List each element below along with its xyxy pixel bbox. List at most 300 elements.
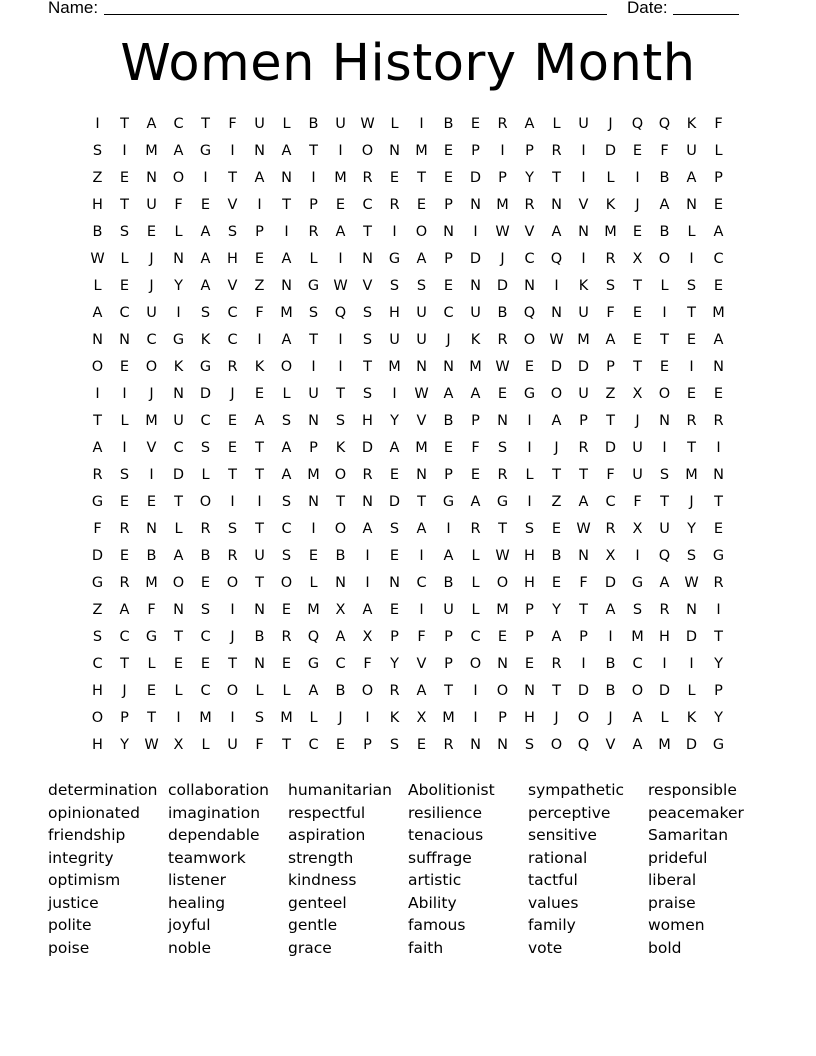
grid-letter[interactable]: I (95, 386, 100, 402)
grid-letter[interactable]: I (473, 710, 478, 726)
grid-letter[interactable]: I (176, 305, 181, 321)
grid-letter[interactable]: S (281, 548, 292, 564)
grid-letter[interactable]: C (200, 629, 211, 645)
grid-letter[interactable]: D (604, 143, 617, 159)
grid-letter[interactable]: A (416, 521, 427, 537)
grid-letter[interactable]: P (498, 170, 507, 186)
grid-letter[interactable]: C (227, 305, 238, 321)
grid-letter[interactable]: N (281, 278, 292, 294)
grid-letter[interactable]: W (576, 521, 591, 537)
grid-letter[interactable]: I (473, 683, 478, 699)
grid-letter[interactable]: B (254, 629, 265, 645)
grid-letter[interactable]: N (335, 575, 346, 591)
grid-letter[interactable]: K (335, 440, 346, 456)
grid-letter[interactable]: P (525, 602, 534, 618)
grid-letter[interactable]: J (149, 386, 154, 402)
grid-letter[interactable]: T (579, 602, 588, 618)
grid-letter[interactable]: J (554, 440, 559, 456)
grid-letter[interactable]: E (389, 467, 400, 483)
grid-letter[interactable]: R (551, 656, 562, 672)
grid-letter[interactable]: V (227, 197, 238, 213)
grid-letter[interactable]: R (119, 575, 130, 591)
grid-letter[interactable]: L (255, 683, 264, 699)
grid-letter[interactable]: M (469, 359, 482, 375)
grid-letter[interactable]: P (444, 197, 453, 213)
grid-letter[interactable]: P (606, 359, 615, 375)
grid-letter[interactable]: J (446, 332, 451, 348)
grid-letter[interactable]: V (578, 197, 589, 213)
grid-letter[interactable]: G (523, 386, 536, 402)
grid-letter[interactable]: F (147, 602, 156, 618)
grid-letter[interactable]: E (632, 143, 643, 159)
grid-letter[interactable]: T (309, 143, 318, 159)
grid-letter[interactable]: L (282, 683, 291, 699)
grid-letter[interactable]: E (497, 386, 508, 402)
grid-letter[interactable]: A (443, 386, 454, 402)
grid-letter[interactable]: U (632, 467, 643, 483)
grid-letter[interactable]: N (443, 224, 454, 240)
grid-letter[interactable]: M (577, 332, 590, 348)
grid-letter[interactable]: N (173, 251, 184, 267)
grid-letter[interactable]: Y (714, 656, 723, 672)
grid-letter[interactable]: I (662, 305, 667, 321)
grid-letter[interactable]: N (686, 197, 697, 213)
grid-letter[interactable]: I (311, 359, 316, 375)
grid-letter[interactable]: E (200, 656, 211, 672)
grid-letter[interactable]: U (443, 602, 454, 618)
grid-letter[interactable]: I (635, 170, 640, 186)
grid-letter[interactable]: K (686, 710, 697, 726)
grid-letter[interactable]: F (633, 494, 642, 510)
grid-letter[interactable]: S (92, 629, 103, 645)
grid-letter[interactable]: O (172, 170, 185, 186)
grid-letter[interactable]: I (527, 413, 532, 429)
grid-letter[interactable]: A (470, 386, 481, 402)
grid-letter[interactable]: D (199, 386, 212, 402)
grid-letter[interactable]: T (606, 413, 615, 429)
grid-letter[interactable]: R (362, 467, 373, 483)
grid-letter[interactable]: N (497, 413, 508, 429)
grid-letter[interactable]: U (578, 386, 589, 402)
grid-letter[interactable]: I (473, 224, 478, 240)
grid-letter[interactable]: O (199, 494, 212, 510)
grid-letter[interactable]: K (686, 116, 697, 132)
grid-letter[interactable]: E (281, 602, 292, 618)
grid-letter[interactable]: O (145, 359, 158, 375)
grid-letter[interactable]: H (524, 548, 535, 564)
grid-letter[interactable]: G (199, 143, 212, 159)
grid-letter[interactable]: I (527, 494, 532, 510)
grid-letter[interactable]: S (308, 305, 319, 321)
grid-letter[interactable]: N (524, 278, 535, 294)
grid-letter[interactable]: S (524, 521, 535, 537)
grid-letter[interactable]: P (714, 683, 723, 699)
grid-letter[interactable]: I (689, 359, 694, 375)
grid-letter[interactable]: Y (174, 278, 183, 294)
grid-letter[interactable]: E (686, 332, 697, 348)
grid-letter[interactable]: X (632, 386, 643, 402)
grid-letter[interactable]: Z (92, 602, 103, 618)
grid-letter[interactable]: C (713, 251, 724, 267)
grid-letter[interactable]: R (308, 224, 319, 240)
grid-letter[interactable]: M (199, 710, 212, 726)
grid-letter[interactable]: B (308, 116, 319, 132)
grid-letter[interactable]: T (714, 494, 723, 510)
grid-letter[interactable]: E (119, 548, 130, 564)
grid-letter[interactable]: N (713, 467, 724, 483)
grid-letter[interactable]: S (281, 413, 292, 429)
grid-letter[interactable]: C (281, 521, 292, 537)
grid-letter[interactable]: A (551, 224, 562, 240)
grid-letter[interactable]: U (416, 305, 427, 321)
grid-letter[interactable]: N (281, 170, 292, 186)
grid-letter[interactable]: I (257, 494, 262, 510)
grid-letter[interactable]: J (608, 116, 613, 132)
grid-letter[interactable]: N (254, 656, 265, 672)
grid-letter[interactable]: F (714, 116, 723, 132)
grid-letter[interactable]: A (92, 305, 103, 321)
grid-letter[interactable]: C (605, 494, 616, 510)
grid-letter[interactable]: P (444, 467, 453, 483)
grid-letter[interactable]: R (389, 683, 400, 699)
grid-letter[interactable]: O (496, 683, 509, 699)
grid-letter[interactable]: E (686, 386, 697, 402)
grid-letter[interactable]: W (495, 224, 510, 240)
grid-letter[interactable]: A (281, 143, 292, 159)
grid-letter[interactable]: N (92, 332, 103, 348)
grid-letter[interactable]: A (281, 467, 292, 483)
grid-letter[interactable]: I (338, 251, 343, 267)
grid-letter[interactable]: H (92, 683, 103, 699)
grid-letter[interactable]: V (362, 278, 373, 294)
grid-letter[interactable]: S (254, 710, 265, 726)
grid-letter[interactable]: U (632, 440, 643, 456)
grid-letter[interactable]: R (443, 737, 454, 753)
grid-letter[interactable]: N (659, 413, 670, 429)
grid-letter[interactable]: S (416, 278, 427, 294)
grid-letter[interactable]: G (307, 656, 320, 672)
grid-letter[interactable]: G (712, 548, 725, 564)
grid-letter[interactable]: I (392, 224, 397, 240)
grid-letter[interactable]: O (523, 332, 536, 348)
grid-letter[interactable]: E (443, 170, 454, 186)
grid-letter[interactable]: M (280, 710, 293, 726)
grid-letter[interactable]: L (282, 386, 291, 402)
name-blank-line[interactable] (104, 14, 607, 15)
grid-letter[interactable]: Y (552, 602, 561, 618)
grid-letter[interactable]: S (686, 278, 697, 294)
grid-letter[interactable]: W (90, 251, 105, 267)
grid-letter[interactable]: M (442, 710, 455, 726)
grid-letter[interactable]: A (443, 548, 454, 564)
grid-letter[interactable]: C (119, 305, 130, 321)
grid-letter[interactable]: G (388, 251, 401, 267)
grid-letter[interactable]: J (635, 413, 640, 429)
grid-letter[interactable]: V (416, 413, 427, 429)
grid-letter[interactable]: C (335, 656, 346, 672)
grid-letter[interactable]: E (443, 440, 454, 456)
grid-letter[interactable]: M (685, 467, 698, 483)
grid-letter[interactable]: H (92, 197, 103, 213)
grid-letter[interactable]: J (230, 629, 235, 645)
grid-letter[interactable]: D (577, 683, 590, 699)
grid-letter[interactable]: A (92, 440, 103, 456)
grid-letter[interactable]: Q (523, 305, 536, 321)
grid-letter[interactable]: E (146, 494, 157, 510)
grid-letter[interactable]: I (419, 116, 424, 132)
grid-letter[interactable]: H (524, 710, 535, 726)
grid-letter[interactable]: L (282, 116, 291, 132)
grid-letter[interactable]: L (174, 224, 183, 240)
grid-letter[interactable]: J (635, 197, 640, 213)
grid-letter[interactable]: I (203, 170, 208, 186)
grid-letter[interactable]: I (230, 494, 235, 510)
grid-letter[interactable]: R (119, 521, 130, 537)
grid-letter[interactable]: Z (254, 278, 265, 294)
grid-letter[interactable]: N (173, 386, 184, 402)
grid-letter[interactable]: H (659, 629, 670, 645)
grid-letter[interactable]: X (605, 548, 616, 564)
grid-letter[interactable]: A (335, 629, 346, 645)
grid-letter[interactable]: S (605, 278, 616, 294)
grid-letter[interactable]: O (226, 683, 239, 699)
grid-letter[interactable]: J (149, 251, 154, 267)
grid-letter[interactable]: M (712, 305, 725, 321)
grid-letter[interactable]: F (363, 656, 372, 672)
grid-letter[interactable]: G (712, 737, 725, 753)
grid-letter[interactable]: B (659, 224, 670, 240)
grid-letter[interactable]: R (200, 521, 211, 537)
grid-letter[interactable]: M (658, 737, 671, 753)
grid-letter[interactable]: C (632, 656, 643, 672)
grid-letter[interactable]: E (551, 521, 562, 537)
grid-letter[interactable]: I (230, 710, 235, 726)
grid-letter[interactable]: T (228, 656, 237, 672)
grid-letter[interactable]: E (227, 413, 238, 429)
grid-letter[interactable]: D (172, 467, 185, 483)
grid-letter[interactable]: E (389, 170, 400, 186)
grid-letter[interactable]: U (578, 305, 589, 321)
grid-letter[interactable]: E (443, 143, 454, 159)
grid-letter[interactable]: N (524, 683, 535, 699)
grid-letter[interactable]: G (442, 494, 455, 510)
grid-letter[interactable]: I (95, 116, 100, 132)
grid-letter[interactable]: P (309, 197, 318, 213)
grid-letter[interactable]: A (389, 440, 400, 456)
grid-letter[interactable]: Q (334, 305, 347, 321)
grid-letter[interactable]: U (335, 116, 346, 132)
grid-letter[interactable]: C (524, 251, 535, 267)
grid-letter[interactable]: L (471, 548, 480, 564)
grid-letter[interactable]: P (255, 224, 264, 240)
grid-letter[interactable]: O (496, 575, 509, 591)
grid-letter[interactable]: T (282, 737, 291, 753)
grid-letter[interactable]: I (554, 278, 559, 294)
grid-letter[interactable]: O (91, 710, 104, 726)
grid-letter[interactable]: O (550, 737, 563, 753)
grid-letter[interactable]: S (497, 440, 508, 456)
grid-letter[interactable]: A (578, 494, 589, 510)
grid-letter[interactable]: P (120, 710, 129, 726)
grid-letter[interactable]: B (551, 548, 562, 564)
grid-letter[interactable]: Z (551, 494, 562, 510)
grid-letter[interactable]: L (309, 251, 318, 267)
grid-letter[interactable]: Q (631, 116, 644, 132)
grid-letter[interactable]: I (230, 143, 235, 159)
grid-letter[interactable]: N (470, 197, 481, 213)
grid-letter[interactable]: E (119, 170, 130, 186)
grid-letter[interactable]: A (200, 251, 211, 267)
grid-letter[interactable]: T (660, 494, 669, 510)
grid-letter[interactable]: A (254, 170, 265, 186)
grid-letter[interactable]: M (415, 143, 428, 159)
grid-letter[interactable]: Y (525, 170, 534, 186)
grid-letter[interactable]: A (416, 251, 427, 267)
grid-letter[interactable]: O (631, 683, 644, 699)
grid-letter[interactable]: G (91, 494, 104, 510)
grid-letter[interactable]: A (335, 224, 346, 240)
grid-letter[interactable]: I (635, 548, 640, 564)
grid-letter[interactable]: X (173, 737, 184, 753)
grid-letter[interactable]: E (470, 467, 481, 483)
grid-letter[interactable]: A (713, 224, 724, 240)
grid-letter[interactable]: M (631, 629, 644, 645)
grid-letter[interactable]: E (713, 278, 724, 294)
grid-letter[interactable]: I (716, 440, 721, 456)
grid-letter[interactable]: P (363, 737, 372, 753)
grid-letter[interactable]: L (93, 278, 102, 294)
grid-letter[interactable]: N (686, 602, 697, 618)
grid-letter[interactable]: W (684, 575, 699, 591)
grid-letter[interactable]: O (577, 710, 590, 726)
grid-letter[interactable]: G (631, 575, 644, 591)
grid-letter[interactable]: L (471, 602, 480, 618)
grid-letter[interactable]: E (146, 683, 157, 699)
grid-letter[interactable]: U (389, 332, 400, 348)
grid-letter[interactable]: M (496, 197, 509, 213)
grid-letter[interactable]: G (172, 332, 185, 348)
grid-letter[interactable]: C (308, 737, 319, 753)
grid-letter[interactable]: O (361, 683, 374, 699)
grid-letter[interactable]: U (470, 305, 481, 321)
grid-letter[interactable]: L (309, 710, 318, 726)
grid-letter[interactable]: M (415, 440, 428, 456)
grid-letter[interactable]: V (524, 224, 535, 240)
grid-letter[interactable]: A (281, 440, 292, 456)
grid-letter[interactable]: L (471, 575, 480, 591)
grid-letter[interactable]: D (496, 278, 509, 294)
grid-letter[interactable]: L (687, 683, 696, 699)
grid-letter[interactable]: I (689, 656, 694, 672)
grid-letter[interactable]: N (362, 251, 373, 267)
grid-letter[interactable]: U (146, 305, 157, 321)
grid-letter[interactable]: B (335, 683, 346, 699)
grid-letter[interactable]: P (309, 440, 318, 456)
grid-letter[interactable]: S (335, 413, 346, 429)
grid-letter[interactable]: T (633, 359, 642, 375)
grid-letter[interactable]: E (254, 251, 265, 267)
grid-letter[interactable]: L (174, 521, 183, 537)
grid-letter[interactable]: I (338, 359, 343, 375)
grid-letter[interactable]: C (92, 656, 103, 672)
grid-letter[interactable]: N (254, 143, 265, 159)
grid-letter[interactable]: N (146, 521, 157, 537)
grid-letter[interactable]: X (416, 710, 427, 726)
grid-letter[interactable]: Q (550, 251, 563, 267)
grid-letter[interactable]: O (91, 359, 104, 375)
grid-letter[interactable]: H (524, 575, 535, 591)
grid-letter[interactable]: R (713, 575, 724, 591)
grid-letter[interactable]: D (658, 683, 671, 699)
grid-letter[interactable]: A (362, 521, 373, 537)
grid-letter[interactable]: E (173, 656, 184, 672)
grid-letter[interactable]: T (498, 521, 507, 537)
grid-letter[interactable]: I (392, 386, 397, 402)
grid-letter[interactable]: B (443, 116, 454, 132)
grid-letter[interactable]: U (173, 413, 184, 429)
grid-letter[interactable]: F (228, 116, 237, 132)
grid-letter[interactable]: E (119, 359, 130, 375)
grid-letter[interactable]: I (365, 548, 370, 564)
grid-letter[interactable]: U (254, 116, 265, 132)
grid-letter[interactable]: I (311, 521, 316, 537)
grid-letter[interactable]: I (716, 602, 721, 618)
grid-letter[interactable]: L (687, 224, 696, 240)
grid-letter[interactable]: S (362, 332, 373, 348)
grid-letter[interactable]: D (550, 359, 563, 375)
grid-letter[interactable]: S (200, 440, 211, 456)
grid-letter[interactable]: S (119, 224, 130, 240)
grid-letter[interactable]: T (687, 440, 696, 456)
grid-letter[interactable]: A (281, 332, 292, 348)
grid-letter[interactable]: P (444, 629, 453, 645)
grid-letter[interactable]: A (416, 683, 427, 699)
grid-letter[interactable]: O (658, 386, 671, 402)
grid-letter[interactable]: E (119, 278, 130, 294)
grid-letter[interactable]: N (119, 332, 130, 348)
grid-letter[interactable]: L (201, 467, 210, 483)
grid-letter[interactable]: Q (658, 116, 671, 132)
grid-letter[interactable]: P (471, 413, 480, 429)
grid-letter[interactable]: N (497, 656, 508, 672)
grid-letter[interactable]: E (389, 602, 400, 618)
grid-letter[interactable]: A (254, 413, 265, 429)
grid-letter[interactable]: K (173, 359, 184, 375)
grid-letter[interactable]: Y (390, 656, 399, 672)
grid-letter[interactable]: C (119, 629, 130, 645)
grid-letter[interactable]: A (659, 197, 670, 213)
grid-letter[interactable]: T (417, 170, 426, 186)
grid-letter[interactable]: O (550, 386, 563, 402)
grid-letter[interactable]: E (146, 224, 157, 240)
grid-letter[interactable]: M (307, 467, 320, 483)
grid-letter[interactable]: V (605, 737, 616, 753)
grid-letter[interactable]: I (257, 197, 262, 213)
grid-letter[interactable]: C (173, 116, 184, 132)
grid-letter[interactable]: I (338, 143, 343, 159)
grid-letter[interactable]: S (524, 737, 535, 753)
grid-letter[interactable]: V (146, 440, 157, 456)
grid-letter[interactable]: A (200, 278, 211, 294)
grid-letter[interactable]: L (552, 116, 561, 132)
grid-letter[interactable]: I (608, 629, 613, 645)
grid-letter[interactable]: C (470, 629, 481, 645)
grid-letter[interactable]: S (632, 602, 643, 618)
grid-letter[interactable]: W (414, 386, 429, 402)
grid-letter[interactable]: A (362, 602, 373, 618)
grid-letter[interactable]: I (122, 386, 127, 402)
grid-letter[interactable]: E (200, 197, 211, 213)
